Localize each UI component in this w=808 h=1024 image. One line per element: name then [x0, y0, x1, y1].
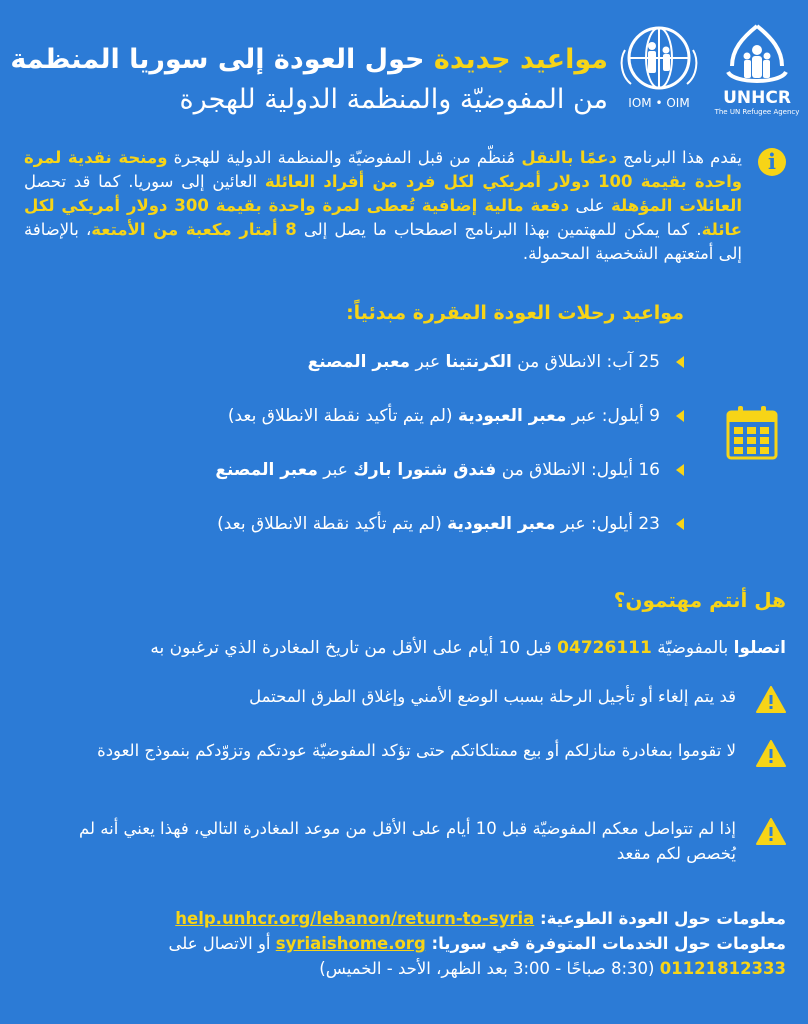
trip-place: الكرنتينا — [445, 352, 512, 372]
trip-date: 25 آب — [612, 352, 660, 372]
warning-icon — [756, 818, 786, 845]
header — [0, 20, 808, 130]
page-title — [10, 40, 608, 120]
contact-text: بالمفوضيّة — [651, 638, 734, 658]
calendar-icon — [726, 404, 778, 460]
arrow-icon — [676, 356, 684, 368]
trip-text: : الانطلاق من — [511, 352, 613, 372]
interested-heading: هل أنتم مهتمون؟ — [613, 588, 786, 612]
intro-text: العائين إلى سوريا. كما قد تحصل — [24, 172, 265, 191]
footer-line-3 — [20, 956, 786, 981]
footer-line-1 — [20, 906, 786, 931]
warning-icon — [756, 740, 786, 767]
arrow-icon — [676, 518, 684, 530]
unhcr-name: UNHCR — [723, 88, 791, 108]
trip-crossing: معبر العبودية — [457, 406, 567, 426]
intro-paragraph — [24, 146, 742, 266]
footer-phone[interactable]: 01121812333 — [659, 959, 786, 978]
trip-item — [308, 352, 684, 372]
arrow-icon — [676, 410, 684, 422]
iom-caption: IOM • OIM — [628, 96, 690, 110]
warning-item — [26, 738, 786, 763]
info-icon: i — [758, 148, 786, 176]
trip-date: 23 أيلول — [596, 514, 660, 534]
intro-highlight: ومنحة نقدية لمرة واحدة بقيمة 100 دولار أمريكي لكل فرد من أفراد العائلة — [24, 148, 742, 191]
trip-date: 9 أيلول — [607, 406, 660, 426]
warning-item — [26, 816, 786, 866]
trip-item — [217, 514, 684, 534]
warning-icon — [756, 686, 786, 713]
footer-label: معلومات حول الخدمات المتوفرة في سوريا: — [425, 934, 786, 953]
trip-note: (لم يتم تأكيد نقطة الانطلاق بعد) — [217, 514, 448, 534]
warning-text: إذا لم تتواصل معكم المفوضيّة قبل 10 أيام على الأقل من موعد المغادرة التالي، فهذا يعني أنه لم يُخصص لكم مقعد — [79, 819, 736, 863]
contact-text: قبل 10 أيام على الأقل من تاريخ المغادرة الذي ترغبون به — [150, 638, 558, 658]
title-line1: حول العودة إلى سوريا المنظمة — [10, 44, 434, 75]
warning-item — [26, 684, 786, 709]
intro-highlight: دعمًا بالنقل — [521, 148, 617, 167]
arrow-icon — [676, 464, 684, 476]
intro-text: مُنظّم من قبل المفوضيّة والمنظمة الدولية للهجرة — [167, 148, 522, 167]
trip-crossing: معبر العبودية — [447, 514, 556, 534]
trip-text: : عبر — [566, 406, 608, 426]
intro-highlight: دفعة مالية إضافية تُعطى لمرة واحدة بقيمة 300 دولار أمريكي لكل عائلة — [24, 196, 742, 239]
trip-text: عبر — [410, 352, 446, 372]
unhcr-tagline: The UN Refugee Agency — [714, 108, 800, 116]
footer — [20, 906, 786, 981]
intro-highlight: 8 أمتار مكعبة من الأمتعة — [91, 220, 297, 239]
intro-text: . كما يمكن للمهتمين بهذا البرنامج اصطحاب ما يصل إلى — [296, 220, 702, 239]
trip-place: فندق شتورا بارك — [353, 460, 497, 480]
footer-line-2 — [20, 931, 786, 956]
footer-hours: (8:30 صباحًا - 3:00 بعد الظهر، الأحد - الخميس) — [319, 959, 660, 978]
contact-phone[interactable]: 04726111 — [557, 638, 652, 658]
trip-item — [228, 406, 684, 426]
contact-call: اتصلوا — [733, 638, 786, 658]
footer-text: أو الاتصال على — [168, 934, 276, 953]
contact-line — [150, 638, 786, 658]
iom-logo — [615, 20, 703, 116]
intro-highlight: العائلات المؤهلة — [610, 196, 742, 215]
trip-text: عبر — [317, 460, 354, 480]
intro-text: على — [569, 196, 611, 215]
trip-text: : عبر — [555, 514, 597, 534]
warning-text: قد يتم إلغاء أو تأجيل الرحلة بسبب الوضع الأمني وإغلاق الطرق المحتمل — [249, 687, 736, 706]
schedule-heading: مواعيد رحلات العودة المقررة مبدئياً: — [346, 302, 684, 324]
warning-text: لا تقوموا بمغادرة منازلكم أو بيع ممتلكاتكم حتى تؤكد المفوضيّة عودتكم وتزوّدكم بنموذج العودة — [97, 741, 736, 760]
title-highlight: مواعيد جديدة — [433, 44, 608, 75]
intro-text: ، بالإضافة إلى أمتعتهم الشخصية المحمولة. — [24, 220, 742, 263]
trip-date: 16 أيلول — [596, 460, 660, 480]
syria-services-link[interactable]: syriaishome.org — [275, 934, 426, 953]
footer-label: معلومات حول العودة الطوعية: — [534, 909, 786, 928]
trip-crossing: معبر المصنع — [307, 352, 411, 372]
trip-note: (لم يتم تأكيد نقطة الانطلاق بعد) — [227, 406, 458, 426]
trip-text: : الانطلاق من — [496, 460, 597, 480]
title-line2: من المفوضيّة والمنظمة الدولية للهجرة — [179, 84, 608, 115]
return-info-link[interactable]: help.unhcr.org/lebanon/return-to-syria — [175, 909, 535, 928]
trip-crossing: معبر المصنع — [215, 460, 318, 480]
trip-item — [215, 460, 684, 480]
intro-text: يقدم هذا البرنامج — [616, 148, 742, 167]
unhcr-logo — [714, 20, 800, 116]
